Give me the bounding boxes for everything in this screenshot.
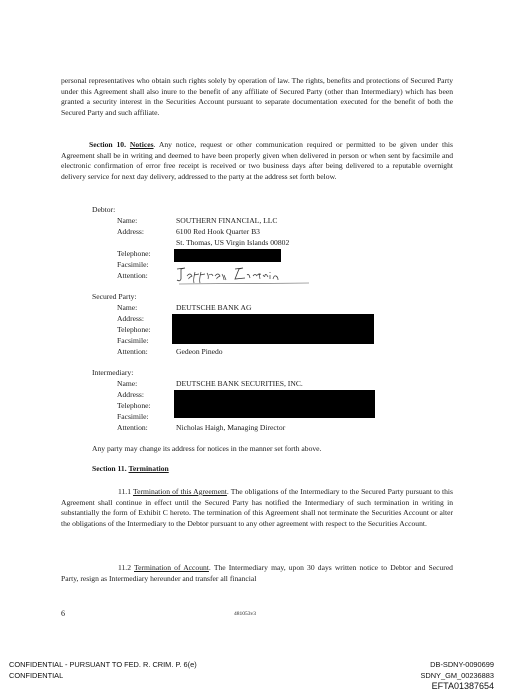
secured-party-telephone-label: Telephone:: [117, 325, 151, 334]
intermediary-facsimile-label: Facsimile:: [117, 412, 149, 421]
paragraph-affiliates: personal representatives who obtain such rights solely by operation of law. The rights, benefits and protections of Secured Party under this Agreement shall also inure to the benefit of any affiliate of Secured Party (other than Intermediary) which has been granted a security interest in the Securities Account pursuant to separate documentation executed for the benefit of both the Secured Party and such affiliate.: [61, 76, 453, 117]
intermediary-heading: Intermediary:: [92, 368, 134, 377]
secured-party-attention-label: Attention:: [117, 347, 148, 356]
redaction-box: [172, 314, 374, 344]
secured-party-address-label: Address:: [117, 314, 144, 323]
section-10-text: . Any notice, request or other communication required or permitted to be given under this Agreement shall be in writing and deemed to have been properly given when delivered in person or when sent by facsimile and electronic confirmation of error free receipt is received or two business days after being delivered to a reputable overnight delivery service for next day delivery, addressed to the party at the address set forth below.: [61, 140, 453, 181]
debtor-heading: Debtor:: [92, 205, 116, 214]
section-10-number: Section 10.: [89, 140, 127, 149]
footer-confidential-line1: CONFIDENTIAL - PURSUANT TO FED. R. CRIM. P. 6(e): [9, 660, 197, 669]
intermediary-telephone-label: Telephone:: [117, 401, 151, 410]
section-11-2: [61, 563, 453, 584]
footer-bates-sdny: SDNY_GM_00236883: [420, 671, 494, 680]
intermediary-name-label: Name:: [117, 379, 138, 388]
section-11-1: [61, 487, 453, 529]
intermediary-attention-label: Attention:: [117, 423, 148, 432]
debtor-attention-label: Attention:: [117, 271, 148, 280]
secured-party-name-label: Name:: [117, 303, 138, 312]
debtor-address-line1: 6100 Red Hook Quarter B3: [176, 227, 260, 236]
debtor-name-label: Name:: [117, 216, 138, 225]
section-11-number: Section 11.: [92, 464, 127, 473]
secured-party-name: DEUTSCHE BANK AG: [176, 303, 252, 312]
footer-bates-db: DB-SDNY-0090699: [430, 660, 494, 669]
secured-party-attention: Gedeon Pinedo: [176, 347, 223, 356]
debtor-facsimile-label: Facsimile:: [117, 260, 149, 269]
debtor-telephone-label: Telephone:: [117, 249, 151, 258]
secured-party-facsimile-label: Facsimile:: [117, 336, 149, 345]
section-11-2-title: Termination of Account: [134, 563, 209, 572]
section-11-1-text: . The obligations of the Intermediary to the Secured Party pursuant to this Agreement shall continue in effect until the Secured Party has notified the Intermediary of such termination in writing in substantially the form of Exhibit C hereto. The termination of this Agreement shall not terminate the Securities Account or alter the obligations of the Intermediary to the Debtor pursuant to any other agreement with respect to the Securities Account.: [61, 487, 453, 528]
intermediary-address-label: Address:: [117, 390, 144, 399]
debtor-address-label: Address:: [117, 227, 144, 236]
section-10-notices: [61, 140, 453, 182]
page-number: 6: [61, 609, 65, 618]
debtor-address-line2: St. Thomas, US Virgin Islands 00802: [176, 238, 290, 247]
section-11-1-number: 11.1: [118, 487, 132, 496]
redaction-box: [174, 249, 281, 262]
section-10-title: Notices: [129, 140, 154, 149]
section-11-title: Termination: [128, 464, 169, 473]
document-code: 481053v3: [234, 611, 256, 617]
footer-bates-efta: EFTA01387654: [431, 681, 494, 691]
debtor-name: SOUTHERN FINANCIAL, LLC: [176, 216, 278, 225]
section-11-heading: [92, 464, 452, 475]
section-11-1-title: Termination of this Agreement: [132, 487, 227, 496]
redaction-box: [174, 390, 375, 418]
change-address-note: Any party may change its address for notices in the manner set forth above.: [92, 444, 322, 453]
debtor-attention-signature: [173, 263, 313, 285]
footer-confidential-line2: CONFIDENTIAL: [9, 671, 64, 680]
intermediary-attention: Nicholas Haigh, Managing Director: [176, 423, 286, 432]
section-11-2-number: 11.2: [118, 563, 132, 572]
intermediary-name: DEUTSCHE BANK SECURITIES, INC.: [176, 379, 303, 388]
secured-party-heading: Secured Party:: [92, 292, 137, 301]
section-11-2-text: . The Intermediary may, upon 30 days written notice to Debtor and Secured Party, resign as Intermediary hereunder and transfer all financial: [61, 563, 453, 583]
